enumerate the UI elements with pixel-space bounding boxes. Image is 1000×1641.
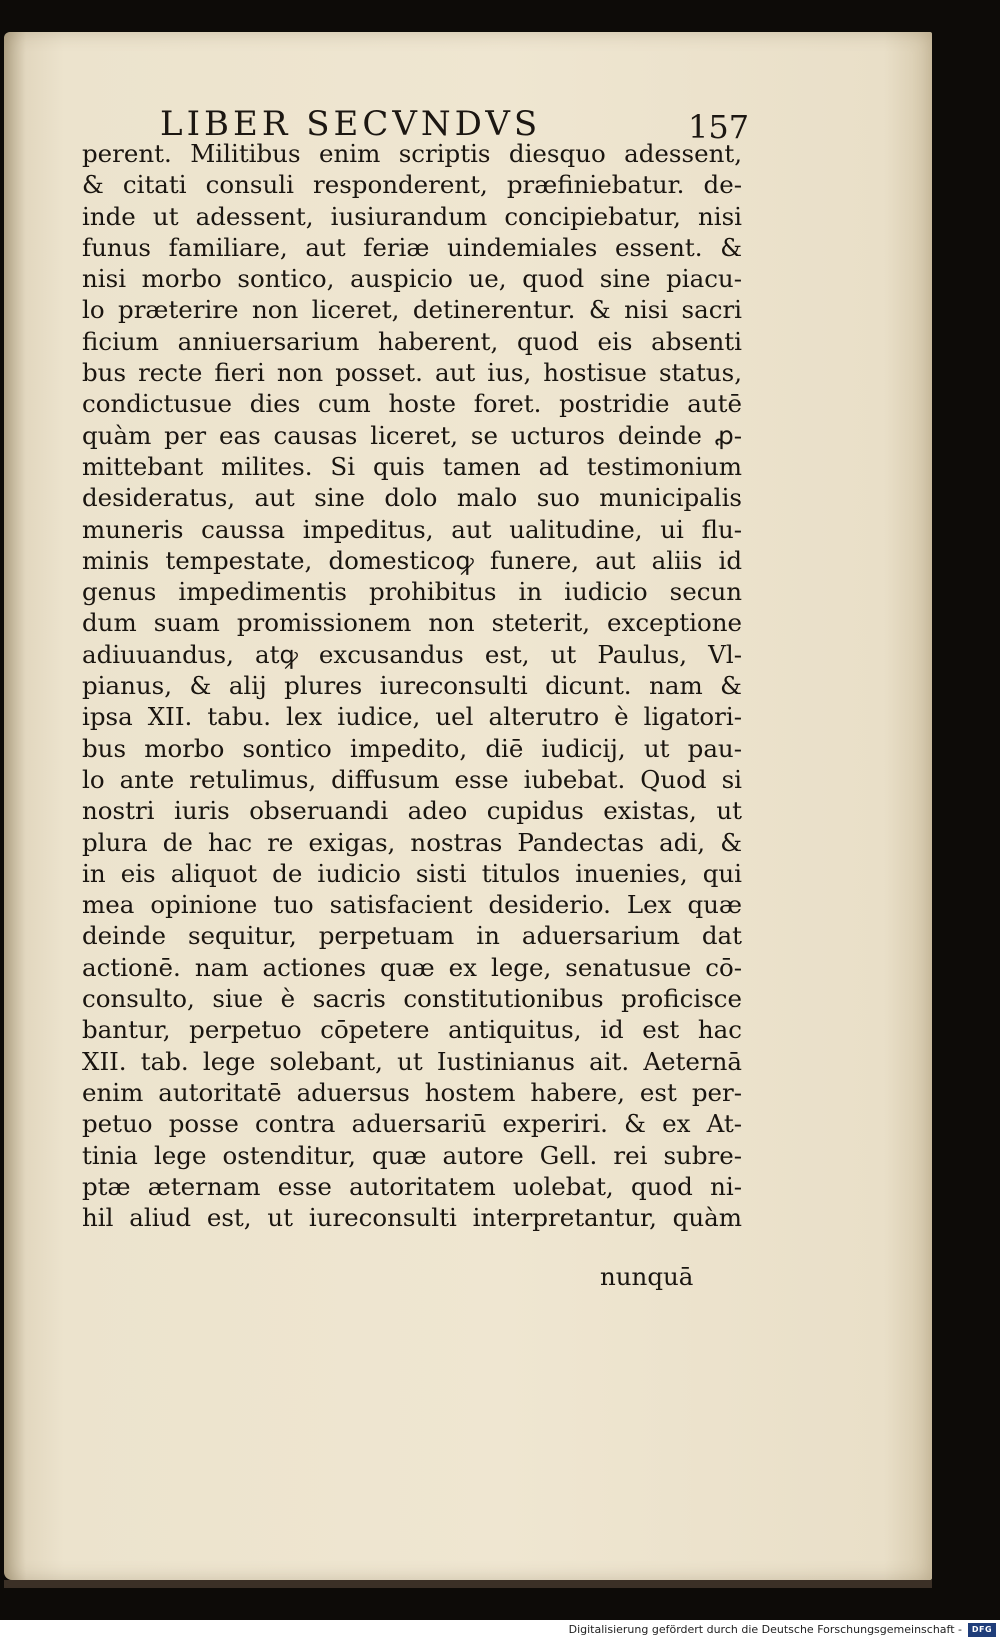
text-line: nisi morbo sontico, auspicio ue, quod sine piacu- <box>82 264 742 294</box>
text-line: petuo posse contra aduersariū experiri. & ex At- <box>82 1109 742 1139</box>
text-line: perent. Militibus enim scriptis diesquo adessent, <box>82 139 742 168</box>
text-line: mittebant milites. Si quis tamen ad testimonium <box>82 451 742 481</box>
digitization-footer <box>0 1620 1000 1641</box>
text-line: enim autoritatē aduersus hostem habere, est per- <box>82 1077 742 1107</box>
text-line: pianus, & alij plures iureconsulti dicunt. nam & <box>82 671 742 701</box>
text-line: ptæ æternam esse autoritatem uolebat, quod ni- <box>82 1171 742 1201</box>
text-line: adiuuandus, atꝙ excusandus est, ut Paulus, Vl- <box>82 639 742 669</box>
text-line: quàm per eas causas liceret, se ucturos deinde ꝓ- <box>82 420 742 450</box>
text-line: XII. tab. lege solebant, ut Iustinianus ait. Aeternā <box>82 1046 742 1076</box>
text-line: bus recte fieri non posset. aut ius, hostisue status, <box>82 358 742 388</box>
text-line: lo ante retulimus, diffusum esse iubebat. Quod si <box>82 764 742 794</box>
text-line: consulto, siue è sacris constitutionibus proficisce <box>82 984 742 1014</box>
text-line: lo præterire non liceret, detinerentur. & nisi sacri <box>82 295 742 325</box>
text-line: inde ut adessent, iusiurandum concipiebatur, nisi <box>82 201 742 231</box>
text-line: hil aliud est, ut iureconsulti interpretantur, quàm <box>82 1203 742 1233</box>
running-head: LIBER SECVNDVS <box>160 104 542 144</box>
text-line: funus familiare, aut feriæ uindemiales essent. & <box>82 232 742 262</box>
text-line: in eis aliquot de iudicio sisti titulos inuenies, qui <box>82 858 742 888</box>
text-line: plura de hac re exigas, nostras Pandectas adi, & <box>82 827 742 857</box>
text-line: condictusue dies cum hoste foret. postridie autē <box>82 389 742 419</box>
text-line: nostri iuris obseruandi adeo cupidus existas, ut <box>82 796 742 826</box>
folio-number: 157 <box>688 108 750 146</box>
text-line: actionē. nam actiones quæ ex lege, senatusue cō- <box>82 952 742 982</box>
text-line: desideratus, aut sine dolo malo suo municipalis <box>82 483 742 513</box>
text-line: muneris caussa impeditus, aut ualitudine, ui flu- <box>82 514 742 544</box>
page-header <box>160 72 760 146</box>
text-line: genus impedimentis prohibitus in iudicio secun <box>82 577 742 607</box>
text-line: deinde sequitur, perpetuam in aduersarium dat <box>82 921 742 951</box>
text-line: ipsa XII. tabu. lex iudice, uel alterutro è ligatori- <box>82 702 742 732</box>
text-line: minis tempestate, domesticoꝙ funere, aut aliis id <box>82 545 742 575</box>
text-block <box>82 138 742 1233</box>
text-line: bus morbo sontico impedito, diē iudicij, ut pau- <box>82 733 742 763</box>
text-line: ficium anniuersarium haberent, quod eis absenti <box>82 326 742 356</box>
text-line: dum suam promissionem non steterit, exceptione <box>82 608 742 638</box>
text-line: tinia lege ostenditur, quæ autore Gell. rei subre- <box>82 1140 742 1170</box>
dfg-logo: DFG <box>968 1623 996 1637</box>
catchword: nunquā <box>600 1262 694 1291</box>
text-line: mea opinione tuo satisfacient desiderio. Lex quæ <box>82 890 742 920</box>
page-bottom-edge <box>4 1580 932 1588</box>
text-line: & citati consuli responderent, præfiniebatur. de- <box>82 170 742 200</box>
funding-credit: Digitalisierung gefördert durch die Deutsche Forschungsgemeinschaft - <box>568 1623 962 1636</box>
text-line: bantur, perpetuo cōpetere antiquitus, id est hac <box>82 1015 742 1045</box>
